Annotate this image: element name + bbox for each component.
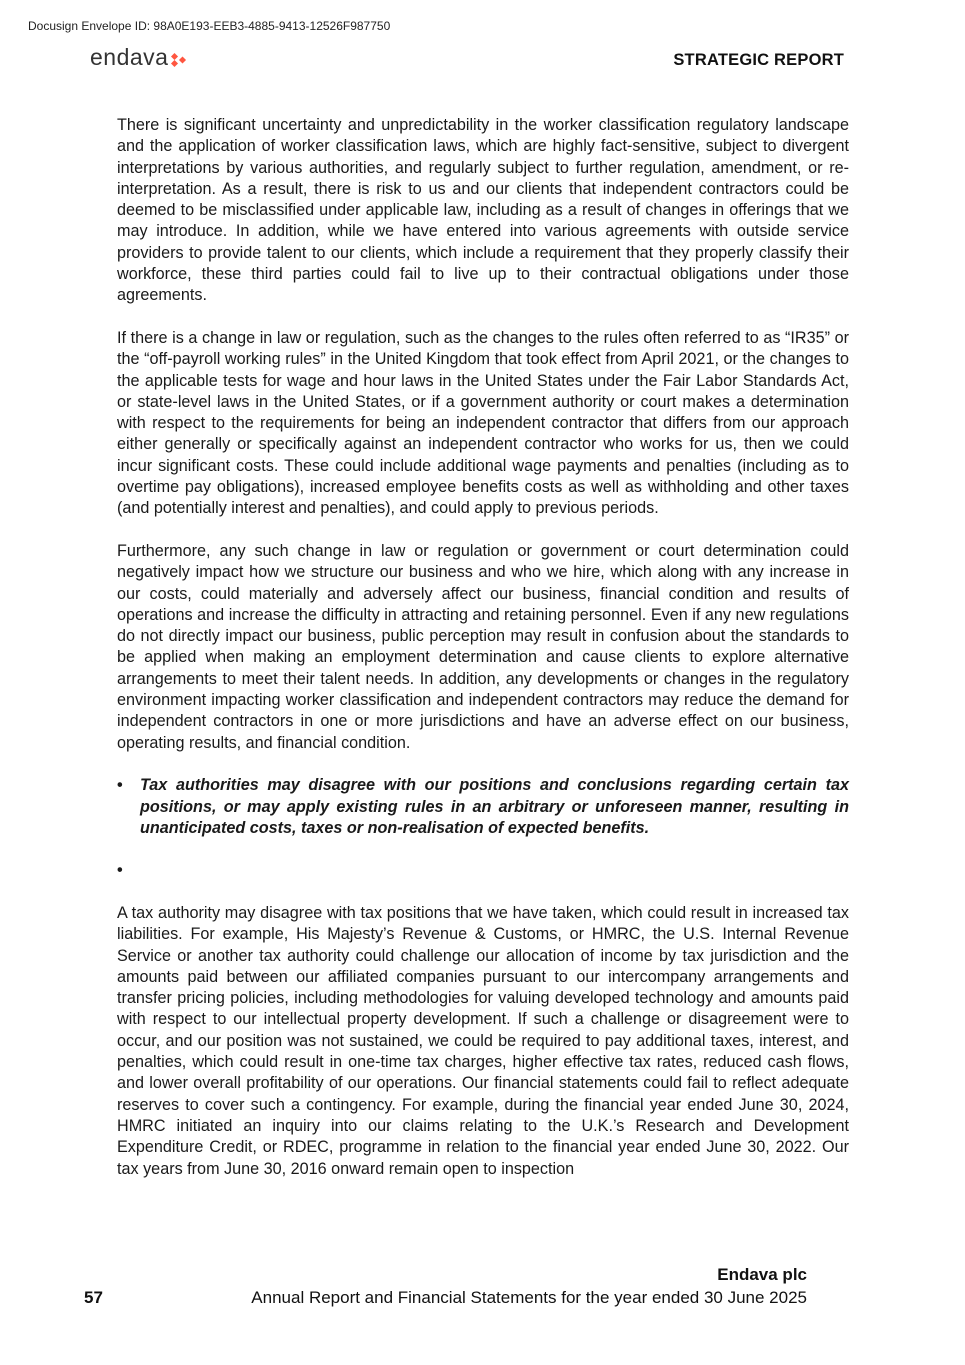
page-content <box>117 115 849 1201</box>
logo-text: endava <box>90 44 169 70</box>
endava-logo-mark-icon <box>171 52 189 68</box>
page-number: 57 <box>84 1288 103 1307</box>
paragraph: Furthermore, any such change in law or regulation or government or court determination could negatively impact how we structure our business and who we hire, which along with any increase in our costs, could materially and adversely affect our business, financial condition and results of operations and increase the difficulty in attracting and retaining personnel. Even if any new regulations do not directly impact our business, public perception may result in confusion about the standards to be applied when making an employment determination and cause clients to explore alternative arrangements to meet their talent needs. In addition, any developments or changes in the regulatory environment impacting worker classification and independent contractors may reduce the demand for independent contractors in one or more jurisdictions and have an adverse effect on our business, operating results, and financial condition. <box>117 541 849 752</box>
section-title: STRATEGIC REPORT <box>673 51 844 69</box>
docusign-envelope-id: Docusign Envelope ID: 98A0E193-EEB3-4885-9413-12526F987750 <box>28 19 391 33</box>
paragraph: A tax authority may disagree with tax positions that we have taken, which could result in increased tax liabilities. For example, His Majesty’s Revenue & Customs, or HMRC, the U.S. Internal Revenue Service or another tax authority could challenge our allocation of income by tax jurisdiction and the amounts paid between our affiliated companies pursuant to our intercompany arrangements and transfer pricing policies, including methodologies for valuing developed technology and amounts paid with respect to our intellectual property development. If such a challenge or disagreement were to occur, and our position was not sustained, we could be required to pay additional taxes, interest, and penalties, which could result in one-time tax charges, higher effective tax rates, reduced cash flows, and lower overall profitability of our operations. Our financial statements could fail to reflect adequate reserves to cover such a contingency. For example, during the financial year ended June 30, 2024, HMRC initiated an inquiry into our claims relating to the U.K.’s Research and Development Expenditure Credit, or RDEC, programme in relation to the financial year ended June 30, 2022. Our tax years from June 30, 2016 onward remain open to inspection <box>117 903 849 1178</box>
risk-heading: Tax authorities may disagree with our positions and conclusions regarding certain tax positions, or may apply existing rules in an arbitrary or unforeseen manner, resulting in unanticipated costs, taxes or non-realisation of expected benefits. <box>140 776 849 837</box>
footer-report-title: Annual Report and Financial Statements for the year ended 30 June 2025 <box>251 1288 807 1307</box>
risk-heading-bullet <box>117 775 849 839</box>
bullet-marker: • <box>117 776 123 795</box>
paragraph: If there is a change in law or regulation, such as the changes to the rules often referred to as “IR35” or the “off-payroll working rules” in the United Kingdom that took effect from April 2021, or the changes to the applicable tests for wage and hour laws in the United States under the Fair Labor Standards Act, or state-level laws in the United States, or if a government authority or court makes a determination with respect to the requirements for being an independent contractor that differs from our approach either generally or specifically against an independent contractor who works for us, then we could incur significant costs. These could include additional wage payments and penalties (including as to overtime pay obligations), increased employee benefits costs as well as withholding and other taxes (and potentially interest and penalties), and could apply to previous periods. <box>117 328 849 518</box>
empty-bullet-marker: • <box>117 861 123 880</box>
endava-logo <box>90 44 189 71</box>
paragraph: There is significant uncertainty and unpredictability in the worker classification regulatory landscape and the application of worker classification laws, which are highly fact-sensitive, subject to divergent interpretations by various authorities, and regularly subject to further regulation, amendment, or re-interpretation. As a result, there is risk to us and our clients that independent contractors could be deemed to be misclassified under applicable law, including as a result of changes in offerings that we may introduce. In addition, while we have entered into various agreements with outside service providers to provide talent to our clients, which include a requirement that they properly classify their workforce, these third parties could fail to live up to their contractual obligations under those agreements. <box>117 116 849 305</box>
footer-company: Endava plc <box>717 1265 807 1284</box>
